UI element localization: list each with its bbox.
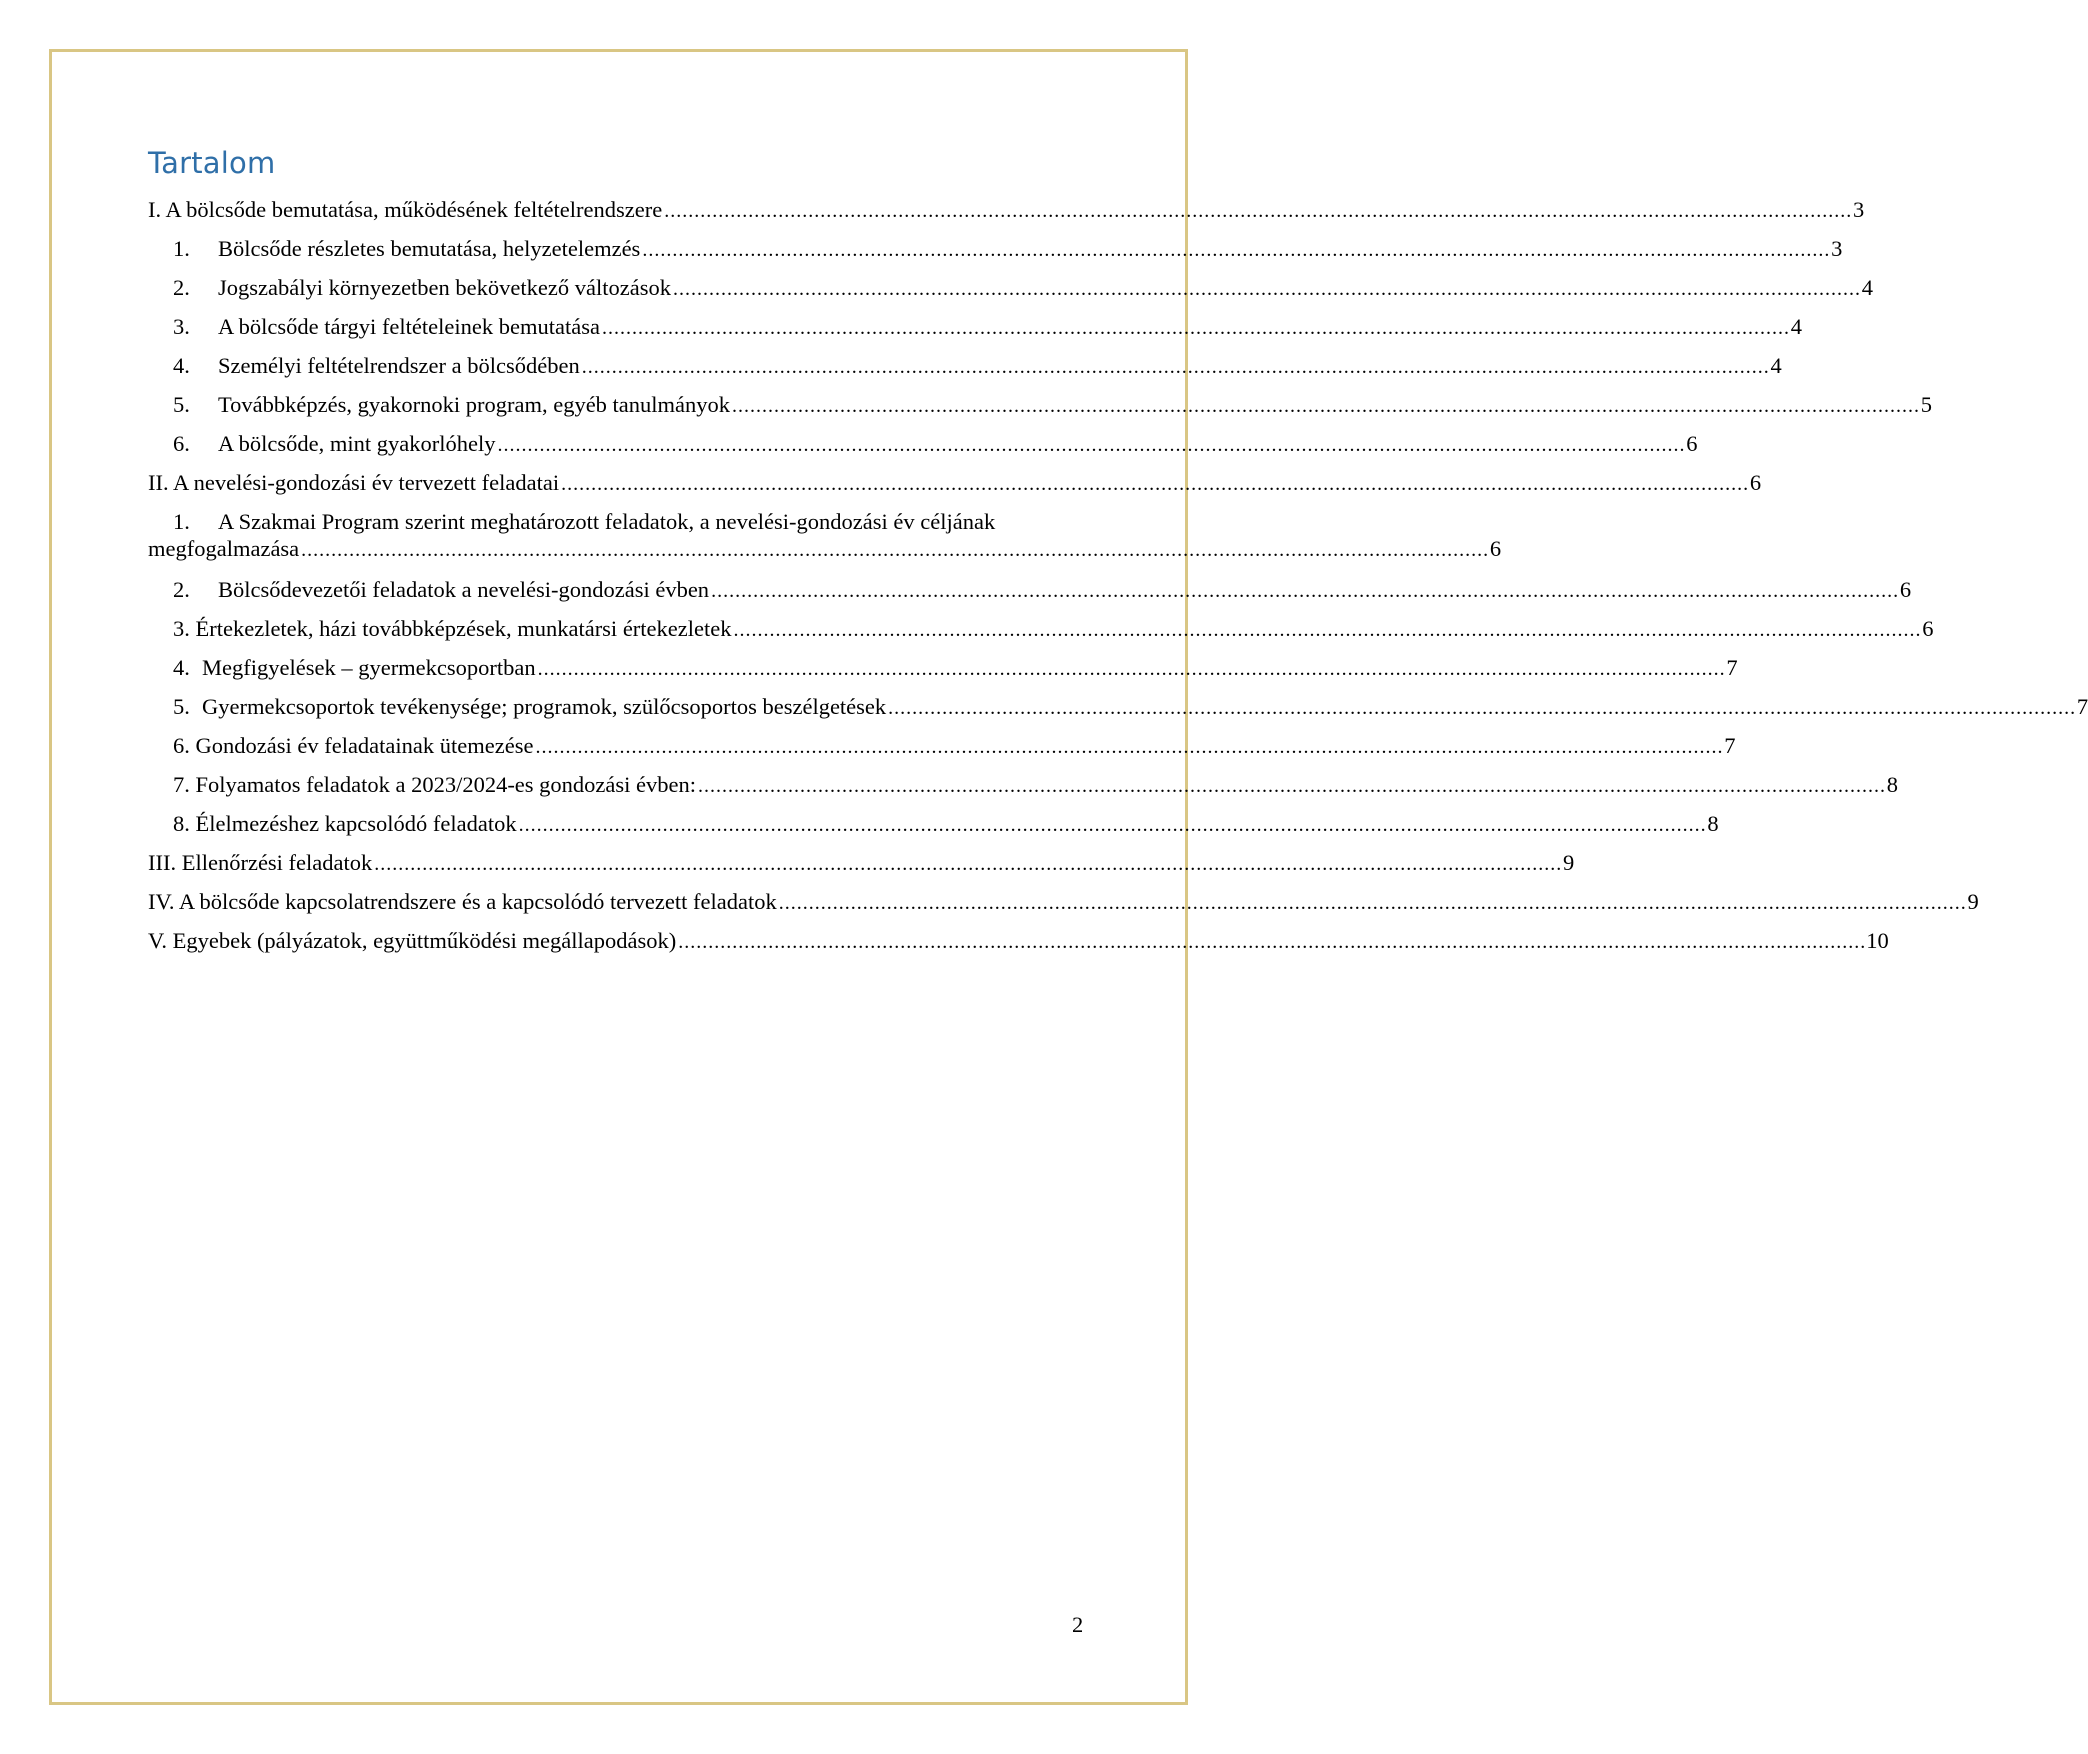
toc-entry-number: 2.: [173, 577, 190, 602]
dot-leader: [535, 728, 1720, 767]
dot-leader: [711, 572, 1896, 611]
table-of-contents: [148, 190, 2088, 960]
dot-leader: [673, 270, 1858, 309]
toc-entry-title: 8. Élelmezéshez kapcsolódó feladatok: [173, 811, 517, 836]
dot-leader: [779, 884, 1964, 923]
toc-entry-title-continued: megfogalmazása: [148, 536, 300, 561]
dot-leader: [888, 689, 2073, 728]
dot-leader: [519, 806, 1704, 845]
toc-entry-title: 7. Folyamatos feladatok a 2023/2024-es gondozási évben:: [173, 772, 697, 797]
dot-leader: [732, 387, 1917, 426]
toc-entry-second-line: [148, 535, 1502, 564]
toc-entry-section-1[interactable]: [148, 190, 1865, 229]
toc-entry-2-1[interactable]: [148, 502, 1502, 570]
dot-leader: [678, 923, 1863, 962]
dot-leader: [642, 231, 1827, 270]
toc-entry-number: 2.: [173, 275, 190, 300]
toc-entry-title: Továbbképzés, gyakornoki program, egyéb tanulmányok: [218, 392, 731, 417]
toc-entry-2-4[interactable]: [148, 648, 1738, 687]
toc-entry-page: 6: [1686, 431, 1698, 456]
toc-entry-section-4[interactable]: [148, 882, 1979, 921]
toc-entry-title: Megfigyelések – gyermekcsoportban: [202, 655, 536, 680]
toc-entry-title: 3. Értekezletek, házi továbbképzések, munkatársi értekezletek: [173, 616, 732, 641]
toc-entry-page: 4: [1770, 353, 1782, 378]
dot-leader: [538, 650, 1723, 689]
toc-entry-number: 3.: [173, 314, 190, 339]
toc-entry-page: 6: [1489, 536, 1502, 561]
toc-entry-title: Jogszabályi környezetben bekövetkező változások: [218, 275, 671, 300]
dot-leader: [374, 845, 1559, 884]
toc-entry-section-5[interactable]: [148, 921, 1889, 960]
toc-entry-page: 8: [1886, 772, 1899, 797]
toc-entry-number: 5.: [173, 392, 190, 417]
page-number: 2: [1072, 1612, 1084, 1637]
toc-entry-title: 6. Gondozási év feladatainak ütemezése: [173, 733, 534, 758]
toc-entry-number: 4.: [173, 655, 190, 680]
toc-entry-number: 6.: [173, 431, 190, 456]
toc-entry-1-2[interactable]: [148, 268, 1873, 307]
toc-entry-page: 6: [1749, 470, 1762, 495]
toc-entry-page: 10: [1866, 928, 1889, 953]
toc-entry-number: 4.: [173, 353, 190, 378]
toc-entry-title: IV. A bölcsőde kapcsolatrendszere és a kapcsolódó tervezett feladatok: [148, 889, 777, 914]
toc-entry-page: 7: [2076, 694, 2088, 719]
toc-entry-2-7[interactable]: [148, 765, 1899, 804]
toc-entry-title: III. Ellenőrzési feladatok: [148, 850, 373, 875]
dot-leader: [664, 192, 1849, 231]
toc-entry-section-3[interactable]: [148, 843, 1575, 882]
toc-entry-title: A bölcsőde, mint gyakorlóhely: [218, 431, 496, 456]
toc-entry-number: 5.: [173, 694, 190, 719]
toc-entry-1-4[interactable]: [148, 346, 1782, 385]
dot-leader: [561, 465, 1746, 504]
toc-entry-section-2[interactable]: [148, 463, 1762, 502]
toc-entry-title: V. Egyebek (pályázatok, együttműködési megállapodások): [148, 928, 677, 953]
toc-entry-page: 5: [1920, 392, 1933, 417]
toc-entry-title: Bölcsődevezetői feladatok a nevelési-gondozási évben: [218, 577, 710, 602]
dot-leader: [602, 309, 1787, 348]
toc-entry-page: 4: [1790, 314, 1802, 339]
toc-entry-1-6[interactable]: [148, 424, 1698, 463]
toc-entry-2-5[interactable]: [148, 687, 2088, 726]
toc-entry-2-8[interactable]: [148, 804, 1719, 843]
toc-entry-number: 1.: [173, 236, 190, 261]
dot-leader: [733, 611, 1918, 650]
toc-entry-title: Személyi feltételrendszer a bölcsődében: [218, 353, 580, 378]
toc-entry-1-3[interactable]: [148, 307, 1802, 346]
toc-entry-1-1[interactable]: [148, 229, 1843, 268]
toc-entry-page: 7: [1724, 733, 1736, 758]
toc-entry-title: II. A nevelési-gondozási év tervezett feladatai: [148, 470, 560, 495]
toc-entry-2-3[interactable]: [148, 609, 1934, 648]
dot-leader: [582, 348, 1767, 387]
toc-entry-1-5[interactable]: [148, 385, 1933, 424]
toc-entry-title: Gyermekcsoportok tevékenysége; programok, szülőcsoportos beszélgetések: [202, 694, 887, 719]
toc-entry-page: 6: [1899, 577, 1912, 602]
toc-entry-page: 8: [1707, 811, 1719, 836]
toc-entry-page: 9: [1967, 889, 1979, 914]
dot-leader: [301, 537, 1486, 564]
toc-entry-title: Bölcsőde részletes bemutatása, helyzetelemzés: [218, 236, 641, 261]
toc-entry-page: 3: [1852, 197, 1865, 222]
toc-entry-page: 3: [1831, 236, 1843, 261]
dot-leader: [698, 767, 1883, 806]
toc-entry-2-2[interactable]: [148, 570, 1912, 609]
toc-entry-page: 9: [1563, 850, 1575, 875]
dot-leader: [497, 426, 1682, 465]
toc-title: Tartalom: [148, 146, 276, 180]
toc-entry-page: 7: [1726, 655, 1738, 680]
toc-entry-title: A Szakmai Program szerint meghatározott feladatok, a nevelési-gondozási év céljának: [218, 509, 996, 534]
toc-entry-2-6[interactable]: [148, 726, 1736, 765]
toc-entry-number: 1.: [173, 509, 190, 534]
toc-entry-page: 6: [1922, 616, 1934, 641]
toc-entry-title: A bölcsőde tárgyi feltételeinek bemutatása: [218, 314, 600, 339]
toc-entry-title: I. A bölcsőde bemutatása, működésének feltételrendszere: [148, 197, 663, 222]
toc-entry-page: 4: [1861, 275, 1873, 300]
toc-entry-first-line: [173, 508, 1093, 535]
